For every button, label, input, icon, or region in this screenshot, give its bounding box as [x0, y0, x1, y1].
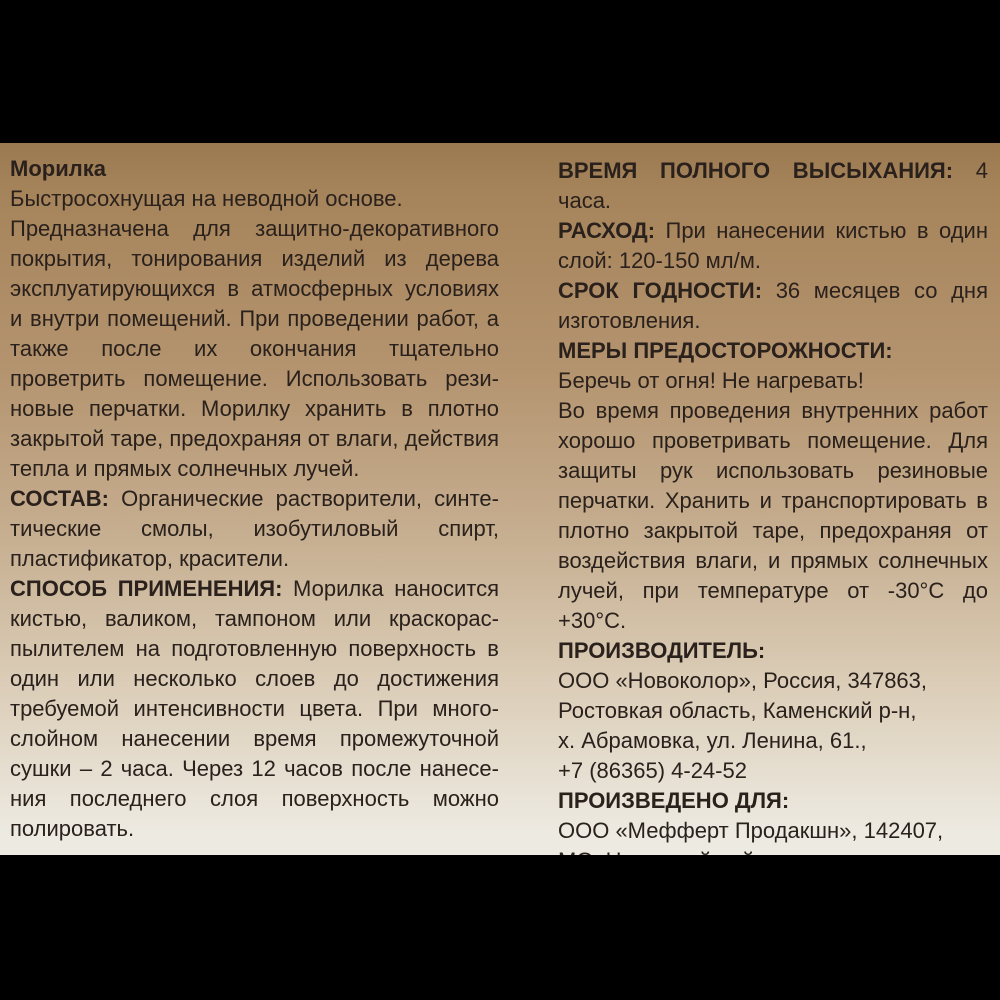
composition-section	[10, 484, 499, 574]
application-section	[10, 574, 499, 844]
precautions-text: Во время проведения внутренних работ хорошо проветривать помещение. Для защиты рук использовать резиновые перчатки. Хранить и транспортировать в плотно закрытой таре, предохраняя от воздействия влаги, и прямых солнечных лучей, при температуре от -30°С до +30°С.	[558, 398, 988, 633]
product-description: Предназначена для защитно-декоративного покрытия, тонирования изделий из дерева эксплуатирующихся в атмосферных условиях и внутри помещений. При проведении работ, а также после их окончания тщательно проветрить помещение. Использовать рези-новые перчатки. Морилку хранить в плотно закрытой таре, предохраняя от влаги, действия тепла и прямых солнечных лучей.	[10, 216, 499, 481]
manufacturer-line: Ростовкая область, Каменский р-н,	[558, 698, 917, 723]
drying-time-text: 4 часа.	[558, 158, 988, 213]
bottom-letterbox-bar	[0, 855, 1000, 1000]
manufacturer-line: х. Абрамовка, ул. Ленина, 61.,	[558, 728, 867, 753]
shelf-life-heading: СРОК ГОДНОСТИ:	[558, 278, 763, 303]
application-heading: СПОСОБ ПРИМЕНЕНИЯ:	[10, 576, 283, 601]
shelf-life-text: 36 месяцев со дня изготовления.	[558, 278, 988, 333]
produced-for-line: ООО «Мефферт Продакшн», 142407,	[558, 818, 944, 843]
shelf-life-section	[558, 276, 988, 336]
product-title: Морилка	[10, 156, 106, 181]
precautions-heading: МЕРЫ ПРЕДОСТОРОЖНОСТИ:	[558, 338, 893, 363]
consumption-text: При нанесении кистью в один слой: 120-150 мл/м.	[558, 218, 988, 273]
composition-text: Органические растворители, синте-тические смолы, изобутиловый спирт, пластификатор, красители.	[10, 486, 499, 571]
consumption-section	[558, 216, 988, 276]
top-letterbox-bar	[0, 0, 1000, 143]
consumption-heading: РАСХОД:	[558, 218, 656, 243]
drying-time-section	[558, 156, 988, 216]
manufacturer-line: ООО «Новоколор», Россия, 347863,	[558, 668, 928, 693]
composition-heading: СОСТАВ:	[10, 486, 109, 511]
application-text: Морилка наносится кистью, валиком, тампоном или краскорас-пылителем на подготовленную поверхность в один или несколько слоев до достижения требуемой интенсивности цвета. При много-слойном нанесении время промежуточной сушки – 2 часа. Через 12 часов после нанесе-ния последнего слоя поверхность можно полировать.	[10, 576, 499, 841]
manufacturer-phone: +7 (86365) 4-24-52	[558, 758, 747, 783]
left-column	[10, 154, 499, 844]
label-content-area	[0, 143, 1000, 855]
drying-time-heading: ВРЕМЯ ПОЛНОГО ВЫСЫХАНИЯ:	[558, 158, 954, 183]
product-subtitle: Быстросохнущая на неводной основе.	[10, 186, 403, 211]
right-column	[558, 156, 988, 906]
produced-for-heading: ПРОИЗВЕДЕНО ДЛЯ:	[558, 788, 790, 813]
manufacturer-heading: ПРОИЗВОДИТЕЛЬ:	[558, 638, 766, 663]
precautions-warning: Беречь от огня! Не нагревать!	[558, 368, 864, 393]
